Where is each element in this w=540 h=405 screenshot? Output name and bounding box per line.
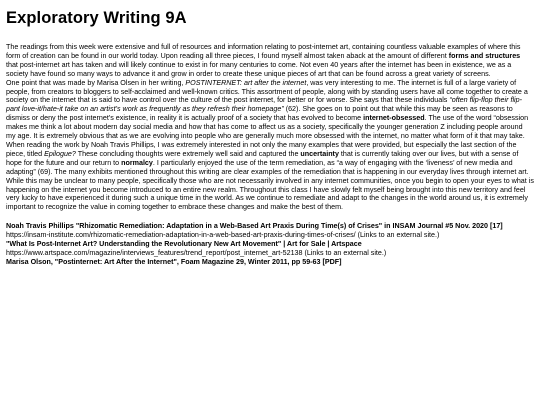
p2-text-a: One point that was made by Marisa Olsen in her writing, xyxy=(6,78,186,87)
reference-item xyxy=(6,258,534,267)
essay-body xyxy=(6,43,534,212)
p1-text-c: that post-internet art has taken and will likely continue to exist in for many centuries to come. Not even 40 years after the internet has been in existence, we as a society have found so many ways to advance it and grow in order to create these unique pieces of art that can be found across a great variety of screens. xyxy=(6,60,512,78)
paragraph-3 xyxy=(6,141,534,212)
reference-link[interactable]: https://www.artspace.com/magazine/interviews_features/trend_report/post_internet_art-52138 (Links to an external site.) xyxy=(6,248,387,257)
p2-text-e: (62). She goes on to point out that while this may be seen as reasons to dismiss or deny the post internet’s existence, in reality it is actually proof of a society that has evolved to become xyxy=(6,105,513,123)
p2-bold-obsessed: internet-obsessed xyxy=(363,114,425,123)
reference-link[interactable]: https://insam-institute.com/rhizomatic-remediation-adaptation-in-a-web-based-art-praxis-during-times-of-crises/ (Links to an external site.) xyxy=(6,231,440,240)
p2-text-g: . The use of the word “obsession makes me think a lot about modern day social media and how that has come to affect us as a society, specifically the younger generation Z including people around my age. It is extremely obvious that as we are evolving into people who are generally much more obsessed with the internet, no matter what form of it that may take. xyxy=(6,114,529,141)
p3-italic-epilogue: Epilogue? xyxy=(44,149,76,158)
reference-item xyxy=(6,240,534,258)
p1-bold-forms: forms and structures xyxy=(448,51,521,60)
reference-title[interactable]: "What Is Post-Internet Art? Understanding the Revolutionary New Art Movement" | Art for Sale | Artspace xyxy=(6,240,362,249)
p2-italic-quote: “often flip-flop their flip-pant love-it/hate-it take on an artist’s work as frequently as they refresh their homepage” xyxy=(6,96,522,114)
p3-text-c: These concluding thoughts were extremely well said and captured the xyxy=(75,149,301,158)
reference-title[interactable]: Marisa Olson, "Postinternet: Art After the Internet", Foam Magazine 29, Winter 2011, pp 59-63 [PDF] xyxy=(6,257,342,266)
references-list xyxy=(6,222,534,267)
p3-text-a: When reading the work by Noah Travis Phillips, I was extremely interested in not only the many examples that were provided, but especially the last section of the piece, titled xyxy=(6,140,517,158)
p3-bold-uncertainty: uncertainty xyxy=(300,149,339,158)
p3-bold-normalcy: normalcy xyxy=(121,158,153,167)
p3-text-g: . I particularly enjoyed the use of the term remediation, as “a way of engaging with the ‘liveness’ of new media and adapting” (69). The many exhibits mentioned throughout this writing are clear examples of the remediation that is happening in our everyday lives through internet art. While this may be unclear to many people, specifically those who are not necessarily involved in any internet communities, once you begin to open your eyes to what is happening on the internet you become introduced to an entire new realm. Throughout this class I have slowly felt myself being brought into this new territory and feel very lucky to have experienced it during such a unique time in the world. As we continue to remediate and adapt to the changes in the world around us, it is extremely important to recognize the value in coming together to embrace these changes and make the best of them. xyxy=(6,158,534,212)
reference-title: Noah Travis Phillips "Rhizomatic Remediation: Adaptation in a Web-Based Art Praxis During Time(s) of Crises" in INSAM Journal #5 Nov. 2020 [17] xyxy=(6,222,503,231)
p2-italic-title: POSTINTERNET: art after the internet xyxy=(185,78,307,87)
p2-text-c: , was very interesting to me. The internet is full of a large variety of people, from creators to bloggers to self-acclaimed and well-known critics. This assortment of people, along with by standing users have all come together to create a society on the internet that is said to have control over the culture of the post internet, for better or for worse. She says that these individuals xyxy=(6,78,528,105)
p3-text-e: that is currently taking over our lives, but with a sense of hope for the future and our return to xyxy=(6,149,519,167)
paragraph-1 xyxy=(6,43,534,79)
paragraph-2 xyxy=(6,79,534,141)
p1-text-a: The readings from this week were extensive and full of resources and information relating to post-internet art, containing countless valuable examples of where this form of creation can be found in our world today. Upon reading all three pieces, I found myself almost taken aback at the amount of different xyxy=(6,43,521,60)
page-title: Exploratory Writing 9A xyxy=(6,9,187,27)
reference-item xyxy=(6,222,534,240)
